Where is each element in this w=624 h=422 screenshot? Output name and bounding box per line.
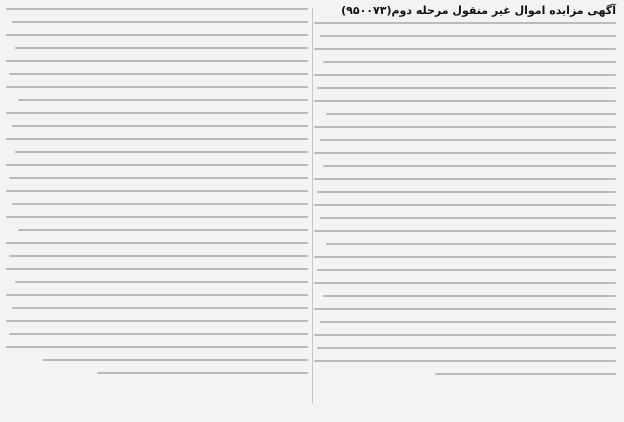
left-column: [6, 8, 308, 412]
right-column: [314, 22, 616, 412]
notice-title: آگهی مزایده اموال غیر منقول مرحله دوم(۹۵۰۰۷۳): [341, 4, 616, 17]
column-divider: [312, 8, 313, 404]
